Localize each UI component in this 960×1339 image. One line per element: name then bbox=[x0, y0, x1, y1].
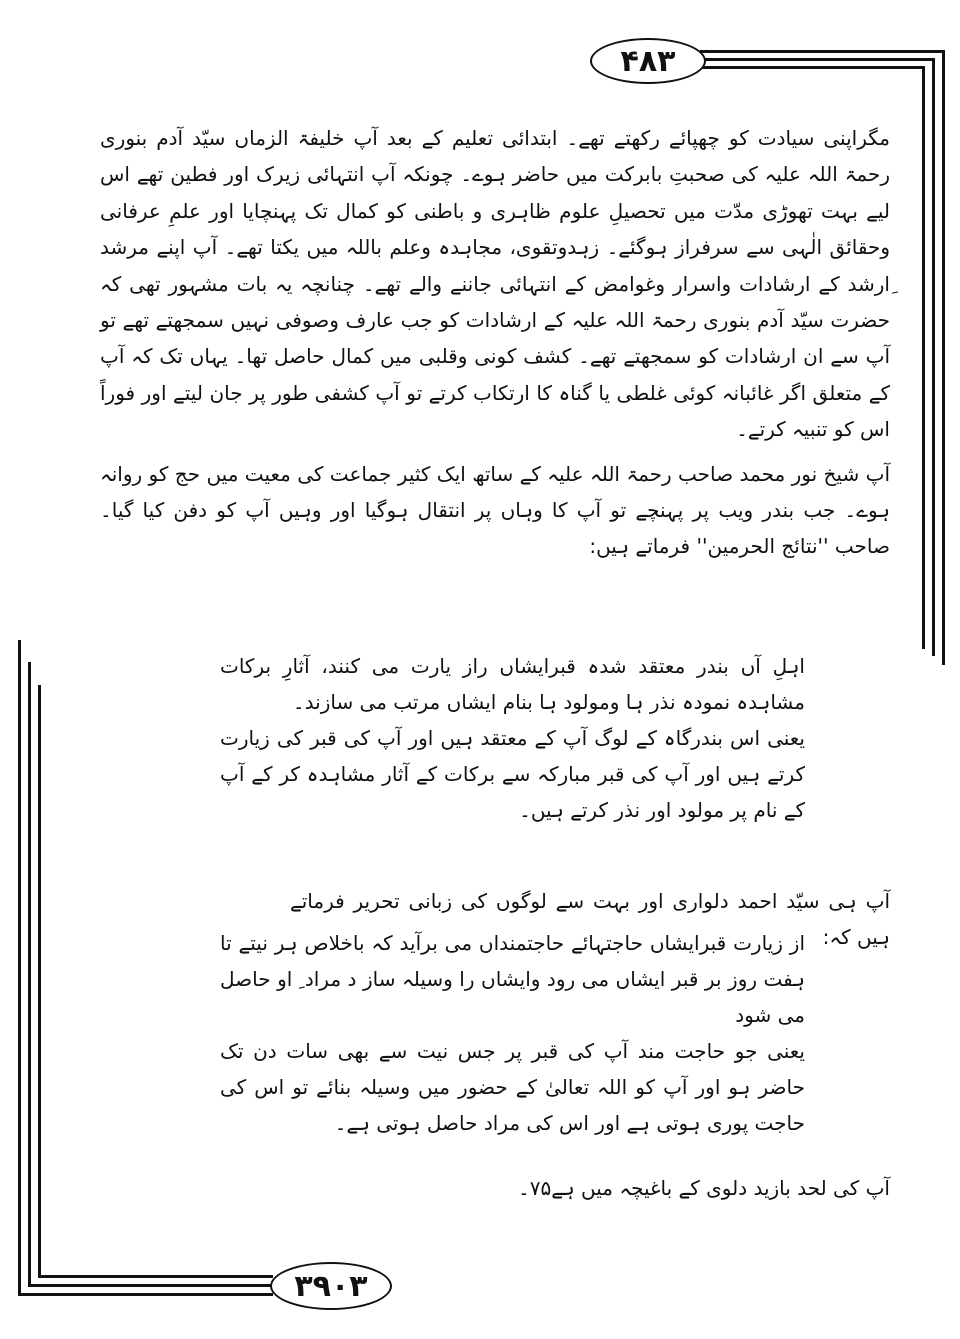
frame-line-left-2 bbox=[28, 662, 31, 1286]
frame-line-top-1 bbox=[700, 50, 945, 53]
page-number-bottom: ۳۹۰۳ bbox=[270, 1262, 392, 1310]
page-number-top: ۴۸۳ bbox=[590, 38, 706, 84]
quote-1-urdu: یعنی اس بندرگاہ کے لوگ آپ کے معتقد ہیں اور آپ کی قبر کی زیارت کرتے ہیں اور آپ کی قبر مبارکہ سے برکات کے آثار مشاہدہ کر کے آپ کے نام پر مولود اور نذر کرتے ہیں۔ bbox=[220, 726, 805, 822]
frame-line-right-2 bbox=[932, 58, 935, 656]
quote-block-2 bbox=[220, 925, 805, 1141]
frame-line-top-3 bbox=[700, 66, 925, 69]
quote-1-persian: اہلِ آں بندر معتقد شدہ قبرایشاں راز یارت می کنند، آثارِ برکات مشاہدہ نمودہ نذر ہا ومولود ہا بنام ایشاں مرتب می سازند۔ bbox=[220, 654, 805, 714]
frame-line-right-3 bbox=[922, 66, 925, 649]
frame-line-bottom-3 bbox=[38, 1275, 273, 1278]
frame-line-left-3 bbox=[38, 685, 41, 1277]
frame-line-left-1 bbox=[18, 640, 21, 1295]
frame-line-bottom-2 bbox=[28, 1284, 273, 1287]
quote-2-persian: از زیارت قبرایشاں حاجتہائے حاجتمنداں می برآید کہ باخلاص ہر نیتے تا ہفت روز بر قبر ایشاں می رود وایشاں را وسیلہ ساز د مراد ِ او حاصل می شود bbox=[220, 931, 805, 1027]
paragraph-1: مگراپنی سیادت کو چھپائے رکھتے تھے۔ ابتدائی تعلیم کے بعد آپ خلیفۃ الزماں سیّد آدم بنوری رحمۃ اللہ علیہ کی صحبتِ بابرکت میں حاضر ہوے۔ چونکہ آپ انتہائی زیرک اور فطین تھے اس لیے بہت تھوڑی مدّت میں تحصیلِ علوم ظاہری و باطنی کو کمال تک پہنچایا اور علمِ عرفانی وحقائق الٰہی سے سرفراز ہوگئے۔ زہدوتقوی، مجاہدہ وعلم باللہ میں یکتا تھے۔ آپ اپنے مرشد ِارشد کے ارشادات واسرار وغوامض کے انتہائی جاننے والے تھے۔ چنانچہ یہ بات مشہور تھی کہ حضرت سیّد آدم بنوری رحمۃ اللہ علیہ کے ارشادات کو جب عارف وصوفی نہیں سمجھتے تھے تو آپ سے ان ارشادات کو سمجھتے تھے۔ کشف کونی وقلبی میں کمال حاصل تھا۔ یہاں تک کہ آپ کے متعلق اگر غائبانہ کوئی غلطی یا گناہ کا ارتکاب کرتے تو آپ کشفی طور پر جان لیتے اور فوراً اس کو تنبیہ کرتے۔ bbox=[100, 126, 890, 442]
quote-2-urdu: یعنی جو حاجت مند آپ کی قبر پر جس نیت سے بھی سات دن تک حاضر ہو اور آپ کو اللہ تعالیٰ کے حضور میں وسیلہ بنائے تو اس کی حاجت پوری ہوتی ہے اور اس کی مراد حاصل ہوتی ہے۔ bbox=[220, 1039, 805, 1135]
frame-line-bottom-1 bbox=[18, 1293, 273, 1296]
frame-line-right-1 bbox=[942, 50, 945, 665]
intro-2-text: آپ ہی سیّد احمد دلواری اور بہت سے لوگوں کی زبانی تحریر فرماتے ہیں کہ: bbox=[290, 889, 890, 950]
closing-text: آپ کی لحد بازید دلوی کے باغیچہ میں ہے۷۵۔ bbox=[518, 1176, 890, 1200]
paragraph-2: آپ شیخ نور محمد صاحب رحمۃ اللہ علیہ کے ساتھ ایک کثیر جماعت کی معیت میں حج کو روانہ ہوے۔ جب بندر ویب پر پہنچے تو آپ کا وہاں پر انتقال ہوگیا اور وہیں آپ کو دفن کیا گیا۔ صاحب ''نتائج الحرمین'' فرماتے ہیں: bbox=[100, 461, 890, 559]
closing bbox=[440, 1170, 890, 1206]
frame-line-top-2 bbox=[700, 58, 935, 61]
quote-block-1 bbox=[220, 648, 805, 828]
main-text bbox=[100, 120, 890, 565]
